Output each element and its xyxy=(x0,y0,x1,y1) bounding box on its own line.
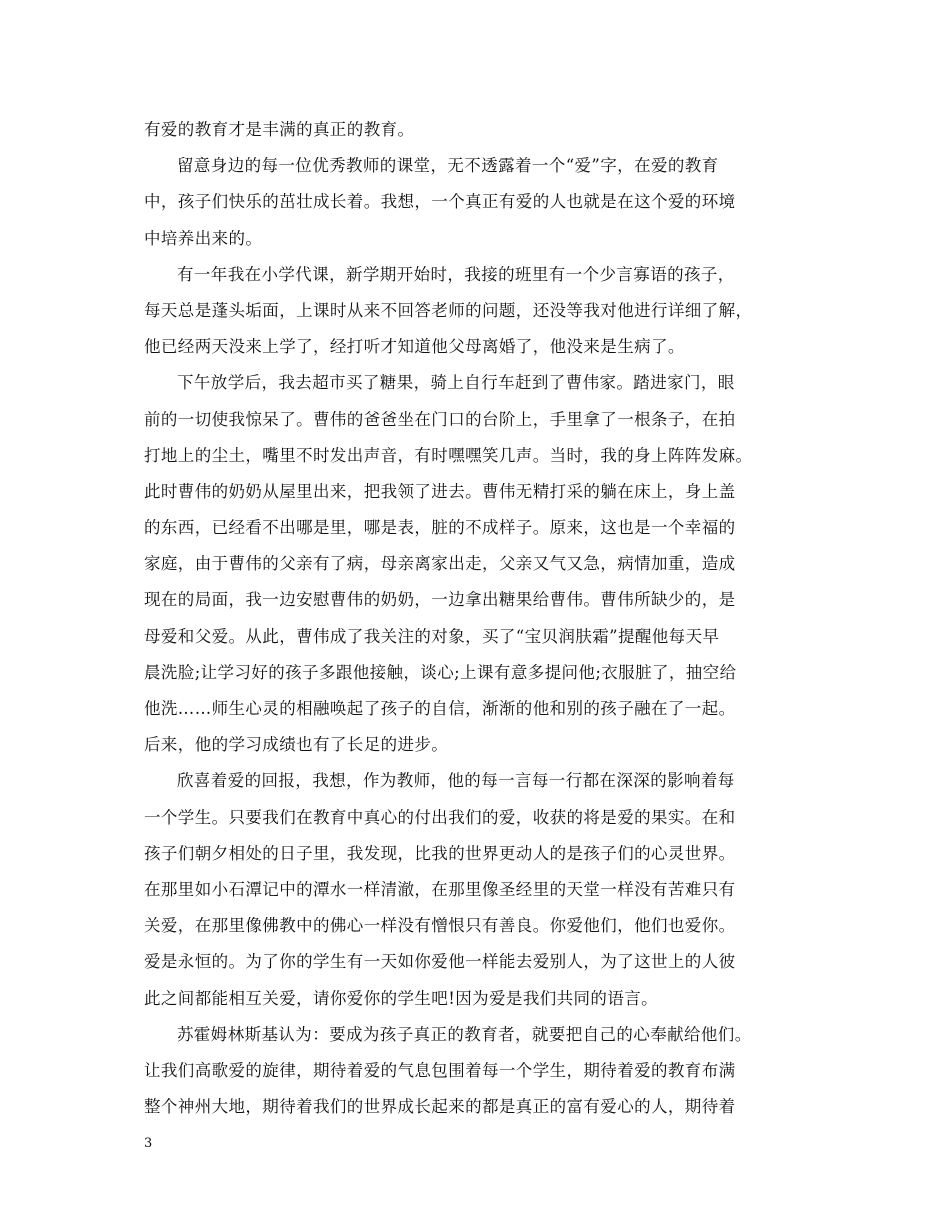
text-line: 在那里如小石潭记中的潭水一样清澈，在那里像圣经里的天堂一样没有苦难只有 xyxy=(144,879,736,899)
text-line: 中，孩子们快乐的茁壮成长着。我想，一个真正有爱的人也就是在这个爱的环境 xyxy=(144,192,736,212)
text-line: 关爱，在那里像佛教中的佛心一样没有憎恨只有善良。你爱他们，他们也爱你。 xyxy=(144,916,736,936)
text-line: 他洗……师生心灵的相融唤起了孩子的自信，渐渐的他和别的孩子融在了一起。 xyxy=(144,699,736,718)
text-line: 前的一切使我惊呆了。曹伟的爸爸坐在门口的台阶上，手里拿了一根条子，在拍 xyxy=(144,409,736,429)
text-line: 打地上的尘土，嘴里不时发出声音，有时嘿嘿笑几声。当时，我的身上阵阵发麻。 xyxy=(144,445,753,465)
text-line: 中培养出来的。 xyxy=(144,228,263,248)
text-line: 现在的局面，我一边安慰曹伟的奶奶，一边拿出糖果给曹伟。曹伟所缺少的，是 xyxy=(144,590,736,610)
text-line: 下午放学后，我去超市买了糖果，骑上自行车赶到了曹伟家。踏进家门，眼 xyxy=(177,373,735,393)
text-line: 爱是永恒的。为了你的学生有一天如你爱他一样能去爱别人，为了这世上的人彼 xyxy=(144,952,736,972)
text-line: 后来，他的学习成绩也有了长足的进步。 xyxy=(144,735,449,755)
text-line: 每天总是蓬头垢面，上课时从来不回答老师的问题，还没等我对他进行详细了解， xyxy=(144,300,753,320)
text-line: 留意身边的每一位优秀教师的课堂，无不透露着一个“爱”字，在爱的教育 xyxy=(177,156,719,176)
text-line: 母爱和父爱。从此，曹伟成了我关注的对象，买了“宝贝润肤霜”提醒他每天早 xyxy=(144,626,720,646)
text-line: 此时曹伟的奶奶从屋里出来，把我领了进去。曹伟无精打采的躺在床上，身上盖 xyxy=(144,481,736,501)
text-line: 孩子们朝夕相处的日子里，我发现，比我的世界更动人的是孩子们的心灵世界。 xyxy=(144,843,736,863)
body-text xyxy=(144,112,816,1125)
text-line: 的东西，已经看不出哪是里，哪是表，脏的不成样子。原来，这也是一个幸福的 xyxy=(144,518,736,538)
text-line: 有一年我在小学代课，新学期开始时，我接的班里有一个少言寡语的孩子， xyxy=(177,264,735,284)
text-line: 有爱的教育才是丰满的真正的教育。 xyxy=(144,120,415,139)
text-line: 晨洗脸;让学习好的孩子多跟他接触，谈心;上课有意多提问他;衣服脏了，抽空给 xyxy=(144,662,737,682)
text-line: 整个神州大地，期待着我们的世界成长起来的都是真正的富有爱心的人，期待着 xyxy=(144,1097,736,1117)
text-line: 让我们高歌爱的旋律，期待着爱的气息包围着每一个学生，期待着爱的教育布满 xyxy=(144,1060,736,1080)
page-number: 3 xyxy=(144,1136,153,1151)
text-line: 一个学生。只要我们在教育中真心的付出我们的爱，收获的将是爱的果实。在和 xyxy=(144,807,736,827)
text-line: 苏霍姆林斯基认为：要成为孩子真正的教育者，就要把自己的心奉献给他们。 xyxy=(177,1024,752,1044)
text-line: 欣喜着爱的回报，我想，作为教师，他的每一言每一行都在深深的影响着每 xyxy=(177,771,735,791)
text-line: 家庭，由于曹伟的父亲有了病，母亲离家出走，父亲又气又急，病情加重，造成 xyxy=(144,554,736,574)
text-line: 他已经两天没来上学了，经打听才知道他父母离婚了，他没来是生病了。 xyxy=(144,337,685,357)
text-line: 此之间都能相互关爱，请你爱你的学生吧!因为爱是我们共同的语言。 xyxy=(144,988,659,1008)
